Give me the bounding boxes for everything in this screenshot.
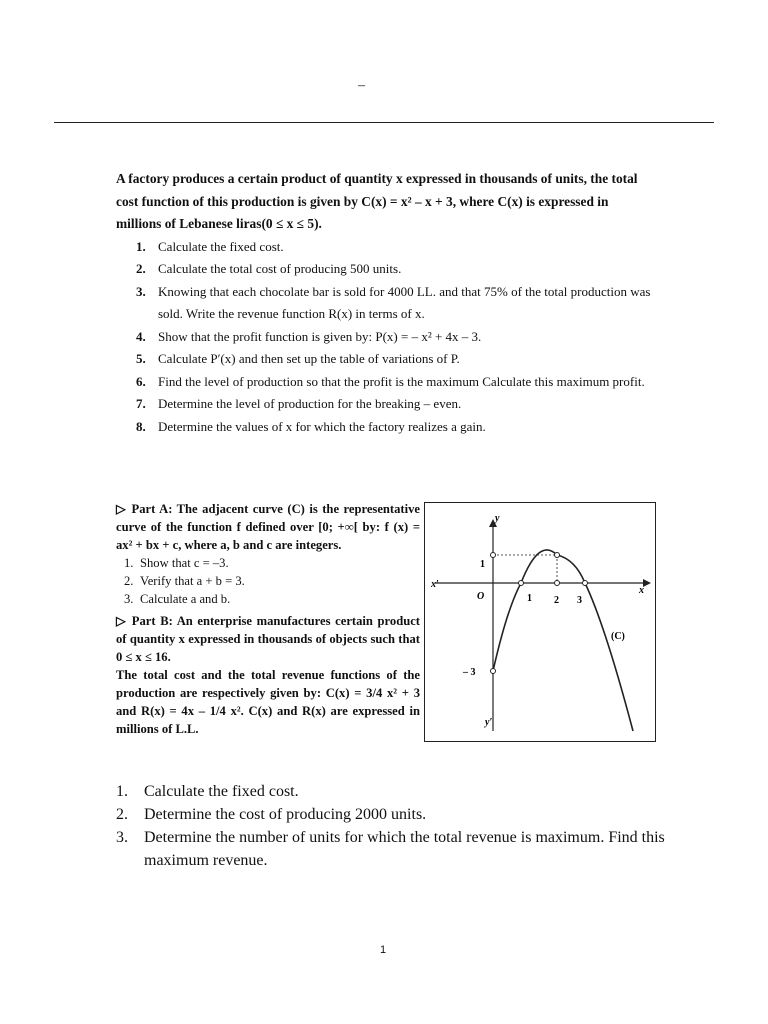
graph-svg	[425, 503, 655, 741]
exercise-3	[116, 780, 676, 872]
point-root-1	[519, 581, 524, 586]
label-x-prime: x′	[431, 579, 439, 590]
function-graph	[424, 502, 656, 742]
exercise-3-questions	[116, 780, 676, 872]
point-root-3	[583, 581, 588, 586]
question-7: 7. Determine the level of production for the breaking – even.	[136, 396, 462, 411]
part-a-question: 3. Calculate a and b.	[124, 592, 231, 606]
part-a-marker: ▷	[116, 502, 128, 516]
tick-2: 2	[554, 595, 559, 606]
y-tick-neg3: – 3	[463, 667, 476, 678]
part-b-text: ▷ Part B: An enterprise manufactures certain product of quantity x expressed in thousands of objects such that 0 ≤ x ≤ 16.	[116, 614, 421, 664]
ex3-question-1: 1. Calculate the fixed cost.	[116, 783, 299, 800]
part-a-text: ▷ Part A: The adjacent curve (C) is the representative curve of the function f defined over [0; +∞[ by: f (x) = ax² + bx + c, where a, b and c are integers.	[116, 502, 420, 552]
point-max	[555, 553, 560, 558]
exercise-2	[116, 500, 420, 738]
ex3-question-2: 2. Determine the cost of producing 2000 units.	[116, 806, 427, 823]
part-b-text-2: The total cost and the total revenue functions of the production are respectively given by: C(x) = 3/4 x² + 3 and R(x) = 4x – 1/4 x². C(x) and R(x) are expressed in millions of L.L.	[116, 668, 420, 736]
question-5: 5. Calculate P′(x) and then set up the table of variations of P.	[136, 351, 460, 366]
x-axis-arrow	[643, 579, 651, 587]
tick-1: 1	[527, 593, 532, 604]
question-2: 2. Calculate the total cost of producing 500 units.	[136, 261, 402, 276]
part-a-questions	[116, 554, 420, 608]
label-origin: O	[477, 591, 485, 602]
part-a-question: 2. Verify that a + b = 3.	[124, 574, 245, 588]
part-b-marker: ▷	[116, 614, 128, 628]
curve-label: (C)	[611, 631, 625, 642]
question-6: 6. Find the level of production so that the profit is the maximum Calculate this maximum profit.	[136, 373, 645, 389]
point-y-intercept	[491, 669, 496, 674]
page-number: 1	[380, 944, 387, 956]
ex3-question-3: 3. Determine the number of units for which the total revenue is maximum. Find this maximum revenue.	[116, 829, 665, 869]
label-y: y	[495, 513, 500, 524]
exercise-1	[116, 168, 656, 438]
question-1: 1. Calculate the fixed cost.	[136, 238, 284, 254]
header-mark: –	[358, 78, 365, 93]
question-8: 8. Determine the values of x for which the factory realizes a gain.	[136, 418, 486, 434]
question-3: 3. Knowing that each chocolate bar is sold for 4000 LL. and that 75% of the total production was sold. Write the revenue function R(x) in terms of x.	[136, 283, 651, 321]
y-tick-1: 1	[480, 559, 485, 570]
exercise-1-questions	[116, 236, 656, 439]
label-y-prime: y′	[485, 717, 493, 728]
header-rule	[54, 122, 714, 123]
point-x2	[555, 581, 560, 586]
part-a-question: 1. Show that c = –3.	[124, 556, 229, 570]
label-x: x	[639, 585, 644, 596]
exercise-1-intro: A factory produces a certain product of quantity x expressed in thousands of units, the total cost function of this production is given by C(x) = x² – x + 3, where C(x) is expressed in millions of Lebanese liras(0 ≤ x ≤ 5).	[116, 171, 638, 231]
point-y1	[491, 553, 496, 558]
tick-3: 3	[577, 595, 582, 606]
question-4: 4. Show that the profit function is given by: P(x) = – x² + 4x – 3.	[136, 328, 482, 344]
